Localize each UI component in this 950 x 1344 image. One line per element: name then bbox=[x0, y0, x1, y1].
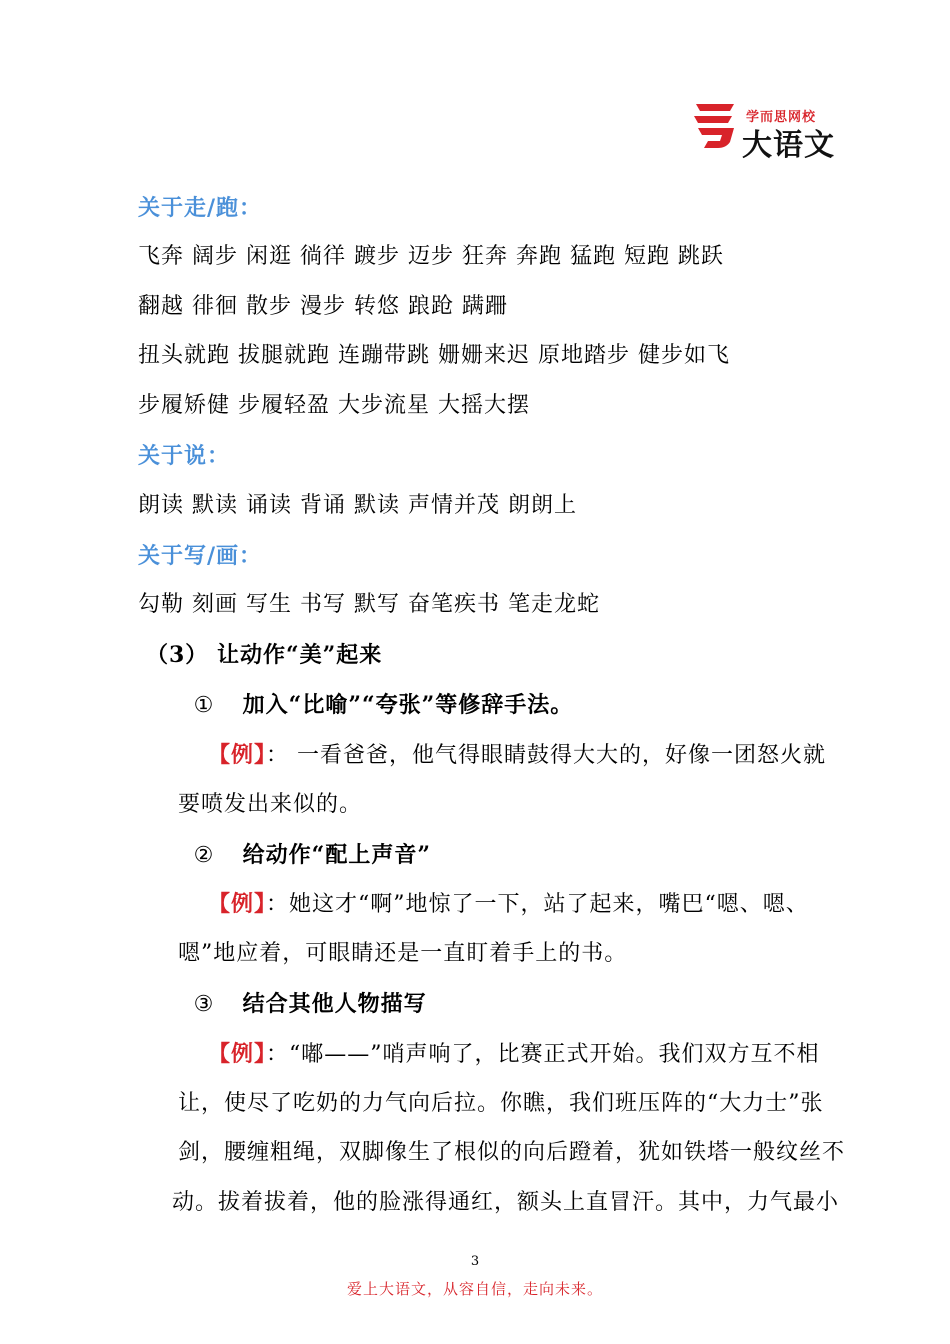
word-line-write-1: 勾勒 刻画 写生 书写 默写 奋笔疾书 笔走龙蛇 bbox=[138, 592, 600, 617]
example-2-label: 【例】 bbox=[208, 891, 267, 917]
item-1-heading bbox=[192, 690, 573, 721]
word-line-say-1: 朗读 默读 诵读 背诵 默读 声情并茂 朗朗上 bbox=[138, 493, 577, 518]
example-3-line-4: 动。拔着拔着，他的脸涨得通红，额头上直冒汗。其中，力气最小 bbox=[172, 1190, 840, 1215]
example-2-line-1 bbox=[208, 889, 809, 920]
example-3-line-1 bbox=[208, 1039, 820, 1070]
word-line-walk-3: 扭头就跑 拔腿就跑 连蹦带跳 姗姗来迟 原地踏步 健步如飞 bbox=[138, 343, 730, 368]
word-line-walk-1: 飞奔 阔步 闲逛 徜徉 踱步 迈步 狂奔 奔跑 猛跑 短跑 跳跃 bbox=[138, 244, 724, 269]
heading-walk-run: 关于走/跑： bbox=[138, 195, 263, 221]
example-3-line-3: 剑，腰缠粗绳，双脚像生了根似的向后蹬着，犹如铁塔一般纹丝不 bbox=[178, 1140, 846, 1165]
logo-brand-top: 学而思网校 bbox=[746, 110, 817, 125]
word-line-walk-4: 步履矫健 步履轻盈 大步流星 大摇大摆 bbox=[138, 393, 530, 418]
heading-write-draw: 关于写/画： bbox=[138, 543, 263, 569]
logo-brand-main: 大语文 bbox=[742, 128, 835, 163]
example-3-text: ：“嘟——”哨声响了，比赛正式开始。我们双方互不相 bbox=[266, 1042, 820, 1067]
item-1-number: ① bbox=[193, 693, 215, 718]
example-1-label: 【例】 bbox=[208, 742, 267, 768]
example-2-line-2: 嗯”地应着，可眼睛还是一直盯着手上的书。 bbox=[178, 941, 628, 966]
example-1-line-1 bbox=[208, 740, 826, 771]
brand-logo bbox=[690, 98, 840, 163]
word-line-walk-2: 翻越 徘徊 散步 漫步 转悠 踉跄 蹒跚 bbox=[138, 294, 508, 319]
item-2-heading bbox=[192, 840, 431, 871]
item-3-heading bbox=[192, 989, 427, 1020]
section-title: （3） 让动作“美”起来 bbox=[146, 642, 383, 668]
heading-say: 关于说： bbox=[138, 443, 231, 469]
example-3-line-2: 让，使尽了吃奶的力气向后拉。你瞧，我们班压阵的“大力士”张 bbox=[178, 1091, 824, 1116]
example-1-text: ： 一看爸爸，他气得眼睛鼓得大大的，好像一团怒火就 bbox=[266, 743, 827, 768]
example-1-line-2: 要喷发出来似的。 bbox=[178, 792, 363, 817]
item-3-number: ③ bbox=[193, 992, 215, 1017]
item-3-title: 结合其他人物描写 bbox=[242, 991, 427, 1017]
item-1-title: 加入“比喻”“夸张”等修辞手法。 bbox=[242, 692, 574, 718]
example-2-text: ：她这才“啊”地惊了一下，站了起来，嘴巴“嗯、嗯、 bbox=[266, 892, 809, 917]
example-3-label: 【例】 bbox=[208, 1041, 267, 1067]
logo-swoosh-icon bbox=[690, 100, 738, 150]
item-2-number: ② bbox=[193, 843, 215, 868]
page-number: 3 bbox=[470, 1254, 480, 1269]
item-2-title: 给动作“配上声音” bbox=[242, 842, 431, 868]
footer-slogan: 爱上大语文，从容自信，走向未来。 bbox=[346, 1280, 603, 1298]
